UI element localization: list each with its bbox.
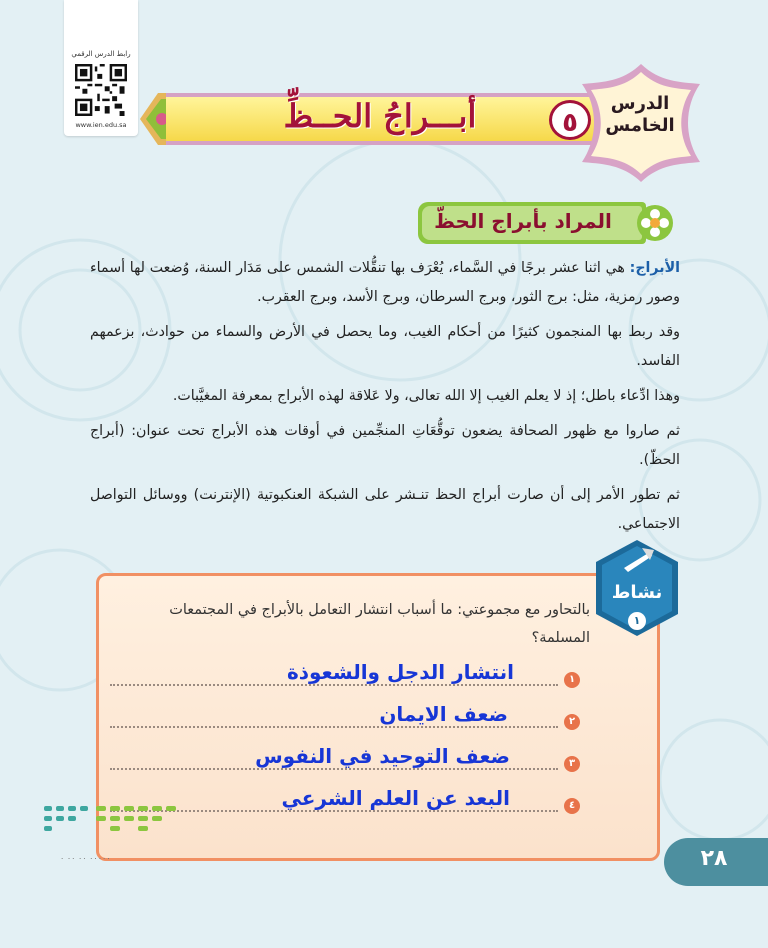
answer-row-1[interactable] — [110, 660, 580, 694]
answer-text[interactable]: انتشار الدجل والشعوذة — [286, 660, 514, 684]
answer-line — [110, 726, 558, 728]
lesson-badge-line1: الدرس — [610, 93, 670, 114]
activity-badge-number: ١ — [628, 612, 646, 630]
lesson-number: ٥ — [549, 100, 591, 140]
qr-title: رابط الدرس الرقمي — [71, 50, 131, 58]
answer-row-2[interactable] — [110, 702, 580, 736]
answer-number: ٢ — [564, 714, 580, 730]
qr-url[interactable]: www.ien.edu.sa — [75, 121, 127, 129]
activity-question: بالتحاور مع مجموعتي: ما أسباب انتشار التعامل بالأبراج في المجتمعات المسلمة؟ — [169, 602, 590, 646]
answer-line — [110, 684, 558, 686]
vision-logo-icon — [40, 800, 190, 846]
footer-small-text: ٠٠٠٠٠ ٠٠ ٠٠ ٠ — [60, 854, 111, 863]
paragraph-5: ثم تطور الأمر إلى أن صارت أبراج الحظ تنـشر على الشبكة العنكبوتية (الإنترنت) ووسائل التواصل الاجتماعي. — [90, 487, 680, 532]
paragraph-definition — [90, 254, 680, 312]
paragraph-3: وهذا ادِّعاء باطل؛ إذ لا يعلم الغيب إلا الله تعالى، ولا عَلاقة لهذه الأبراج بمعرفة المغيَّبات. — [172, 388, 680, 404]
answer-number: ٣ — [564, 756, 580, 772]
lesson-badge-line2: الخامس — [605, 115, 675, 136]
flower-icon — [636, 204, 674, 242]
answer-row-3[interactable] — [110, 744, 580, 778]
definition-text: هي اثنا عشر برجًا في السَّماء، يُعْرَف بها تنقُّلات الشمس على مَدَار السنة، وُضعت لها أسماء وصور رمزية، مثل: برج الثور، وبرج السرطان، وبرج الأسد، وبرج العقرب. — [90, 260, 680, 305]
answer-number: ٤ — [564, 798, 580, 814]
activity-badge-label: نشاط — [611, 582, 663, 603]
term-abraj: الأبراج: — [629, 260, 680, 276]
lesson-badge-label — [590, 93, 690, 137]
qr-code-icon[interactable] — [75, 64, 127, 116]
page-number: ٢٨ — [700, 846, 728, 871]
lesson-title: أبـــراجُ الحــظِّ — [283, 97, 477, 135]
lesson-body — [90, 254, 680, 545]
answer-line — [110, 768, 558, 770]
answer-number: ١ — [564, 672, 580, 688]
section-heading: المراد بأبراج الحظّ — [434, 209, 612, 233]
answer-text[interactable]: ضعف التوحيد في النفوس — [255, 744, 510, 768]
paragraph-2: وقد ربط بها المنجمون كثيرًا من أحكام الغيب، وما يحصل في الأرض والسماء من حوادث، بزعمهم الفاسد. — [90, 324, 680, 369]
answer-text[interactable]: ضعف الايمان — [379, 702, 508, 726]
qr-code-card[interactable] — [64, 0, 138, 136]
answer-text[interactable]: البعد عن العلم الشرعي — [281, 786, 510, 810]
paragraph-4: ثم صاروا مع ظهور الصحافة يضعون توقُّعَاتِ المنجِّمين في أوقات هذه الأبراج تحت عنوان: (أبراج الحظّ). — [90, 423, 680, 468]
